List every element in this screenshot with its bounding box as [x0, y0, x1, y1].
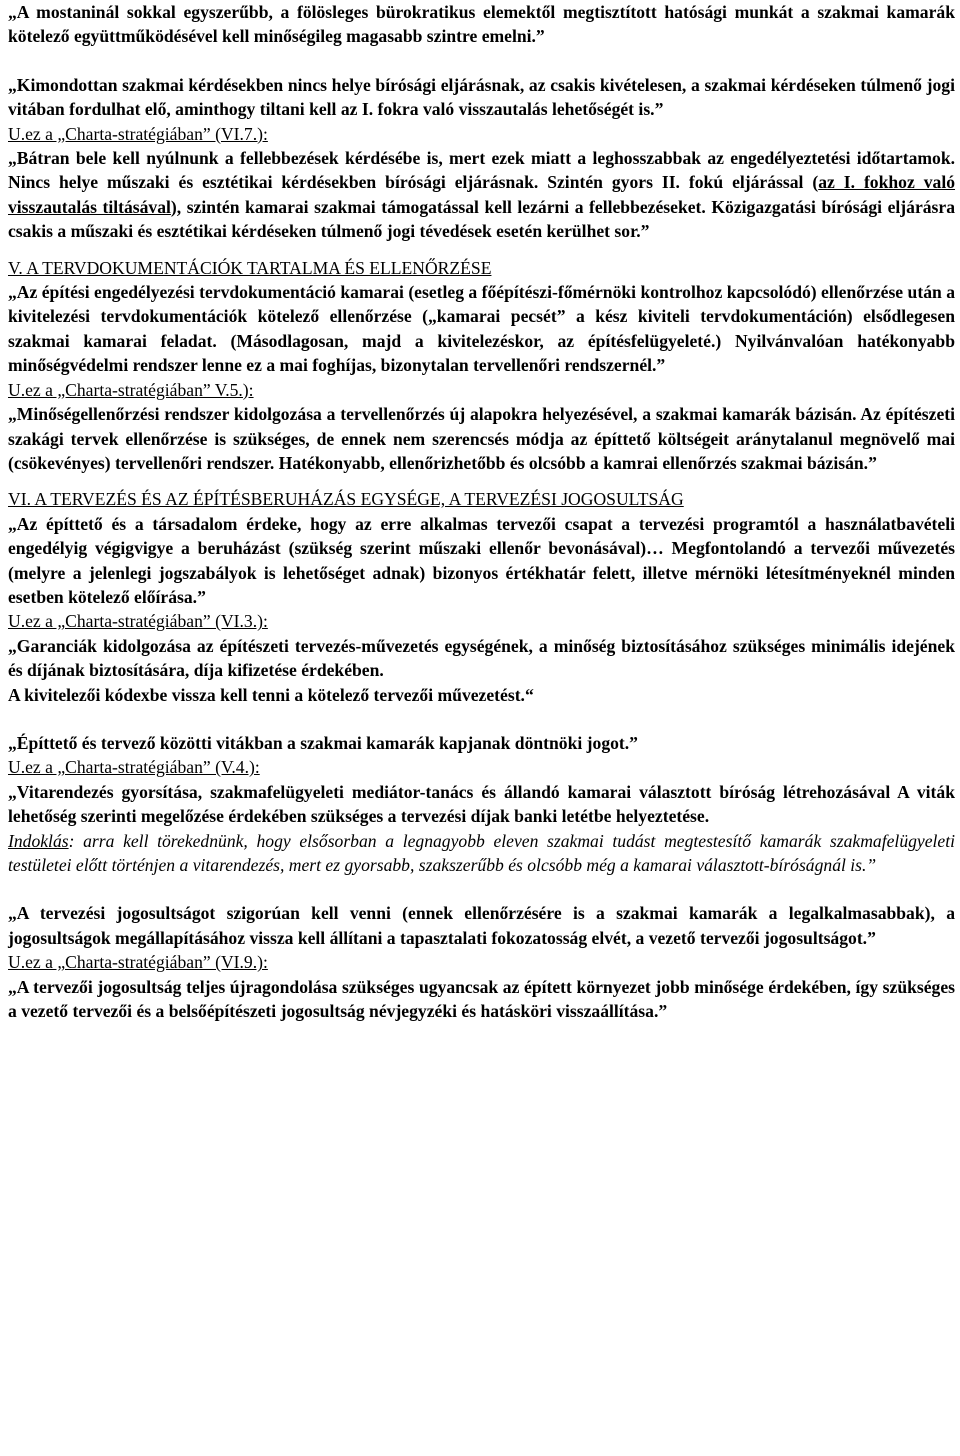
reference-v-4: U.ez a „Charta-stratégiában” (V.4.): — [8, 757, 260, 778]
reference-vi-7: U.ez a „Charta-stratégiában” (VI.7.): — [8, 123, 268, 144]
paragraph-8: „Építtető és tervező közötti vitákban a szakmai kamarák kapjanak döntnöki jogot.” — [8, 732, 638, 753]
paragraph-3 — [8, 146, 955, 244]
reference-v-5: U.ez a „Charta-stratégiában” V.5.): — [8, 379, 254, 400]
paragraph-3-part-d: ), szintén kamarai szakmai támogatással kell lezárni a fellebbezéseket. Közigazgatási bírósági eljárásra csakis a műszaki és esztétikai kérdéseken túlmenő jogi tévedések esetén kerülhet sor.” — [8, 196, 955, 242]
paragraph-1: „A mostaninál sokkal egyszerűbb, a fölösleges bürokratikus elemektől megtisztított hatósági munkát a szakmai kamarák kötelező együttműködésével kell minőségileg magasabb szintre emelni.” — [8, 2, 955, 47]
indoklas-label: Indoklás — [8, 830, 69, 851]
paragraph-5: „Minőségellenőrzési rendszer kidolgozása a tervellenőrzés új alapokra helyezésével, a szakmai kamarák bázisán. Az építészeti szakági tervek ellenőrzése is szükséges, de ennek nem szerencsés módja az építtető költségeit aránytalanul megnövelő mai (csökevényes) tervellenőri rendszer. Hatékonyabb, ellenőrizhetőbb és olcsóbb a kamrai ellenőrzés szakmai bázisán.” — [8, 404, 955, 473]
paragraph-7a: „Garanciák kidolgozása az építészeti tervezés-művezetés egységének, a minőség biztosításához szükséges minimális idejének és díjának biztosítására, díja kifizetése érdekében. — [8, 635, 955, 681]
paragraph-10 — [8, 829, 955, 878]
paragraph-6: „Az építtető és a társadalom érdeke, hogy az erre alkalmas tervezői csapat a tervezési programtól a használatbavételi engedélyig végigvigye a beruházást (szükség szerint műszaki ellenőr bevonásával)… Megfontolandó a tervezői művezetés (melyre a jelenlegi jogszabályok is lehetőséget adnak) bizonyos értékhatár felett, illetve mérnöki létesítményeknél minden esetben kötelező előírása.” — [8, 513, 955, 607]
reference-vi-9: U.ez a „Charta-stratégiában” (VI.9.): — [8, 952, 268, 973]
indoklas-text: : arra kell törekednünk, hogy elsősorban a legnagyobb eleven szakmai tudást megtestesítő kamarák szakmafelügyeleti testületei előtt történjen a vitarendezés, mert ez gyorsabb, szakszerűbb és olcsóbb még a kamarai választott-bíróságnál is.” — [8, 830, 955, 875]
paragraph-3-part-a: „Bátran bele kell nyúlnunk a fellebbezések kérdésébe is, mert ezek miatt a leghosszabbak az engedélyeztetési időtartamok. — [8, 148, 955, 169]
paragraph-12: „A tervezői jogosultság teljes újragondolása szükséges ugyancsak az épített környezet jobb minősége érdekében, így szükséges a vezető tervezői és a belsőépítészeti jogosultság névjegyzéki és hatásköri visszaállítása.” — [8, 976, 955, 1022]
spacer — [8, 49, 955, 73]
section-heading-vi: VI. A TERVEZÉS ÉS AZ ÉPÍTÉSBERUHÁZÁS EGYSÉGE, A TERVEZÉSI JOGOSULTSÁG — [8, 489, 684, 510]
paragraph-3-part-b: Nincs helye műszaki és esztétikai kérdésekben bírósági eljárásnak. Szintén gyors II. fokú eljárással ( — [8, 172, 819, 193]
paragraph-7b: A kivitelezői kódexbe vissza kell tenni a kötelező tervezői művezetést.“ — [8, 684, 534, 705]
paragraph-3-underlined: az I. fokhoz való visszautalás tiltásával — [8, 172, 956, 217]
spacer — [8, 707, 955, 731]
section-heading-v: V. A TERVDOKUMENTÁCIÓK TARTALMA ÉS ELLENŐRZÉSE — [8, 257, 492, 278]
paragraph-4: „Az építési engedélyezési tervdokumentáció kamarai (esetleg a főépítészi-főmérnöki kontrolhoz kapcsolódó) ellenőrzése után a kivitelezési tervdokumentációk kötelező ellenőrzése („kamarai pecsét” a kész kiviteli tervdokumentáción) elsődlegesen szakmai kamarai feladat. (Másodlagosan, majd a kivitelezéskor, az építésfelügyeleté.) Nyilvánvalóan hatékonyabb minőségvédelmi rendszer lenne ez a mai foghíjas, bizonytalan tervellenőri rendszernél.” — [8, 282, 955, 376]
spacer — [8, 475, 955, 487]
spacer — [8, 244, 955, 256]
paragraph-2: „Kimondottan szakmai kérdésekben nincs helye bírósági eljárásnak, az csakis kivételesen, a szakmai kérdéseken túlmenő jogi vitában fordulhat elő, aminthogy tiltani kell az I. fokra való visszautalás lehetőségét is.” — [8, 74, 955, 120]
spacer — [8, 877, 955, 901]
paragraph-9: „Vitarendezés gyorsítása, szakmafelügyeleti mediátor-tanács és állandó kamarai választott bíróság létrehozásával A viták lehetőség szerinti megelőzése érdekében szükséges a tervezési díjak banki letétbe helyeztetése. — [8, 781, 955, 827]
reference-vi-3: U.ez a „Charta-stratégiában” (VI.3.): — [8, 611, 268, 632]
paragraph-11: „A tervezési jogosultságot szigorúan kell venni (ennek ellenőrzésére is a szakmai kamarák a legalkalmasabbak), a jogosultságok megállapításához vissza kell állítani a tapasztalati fokozatosság elvét, a vezető tervezői jogosultságot.” — [8, 903, 955, 948]
